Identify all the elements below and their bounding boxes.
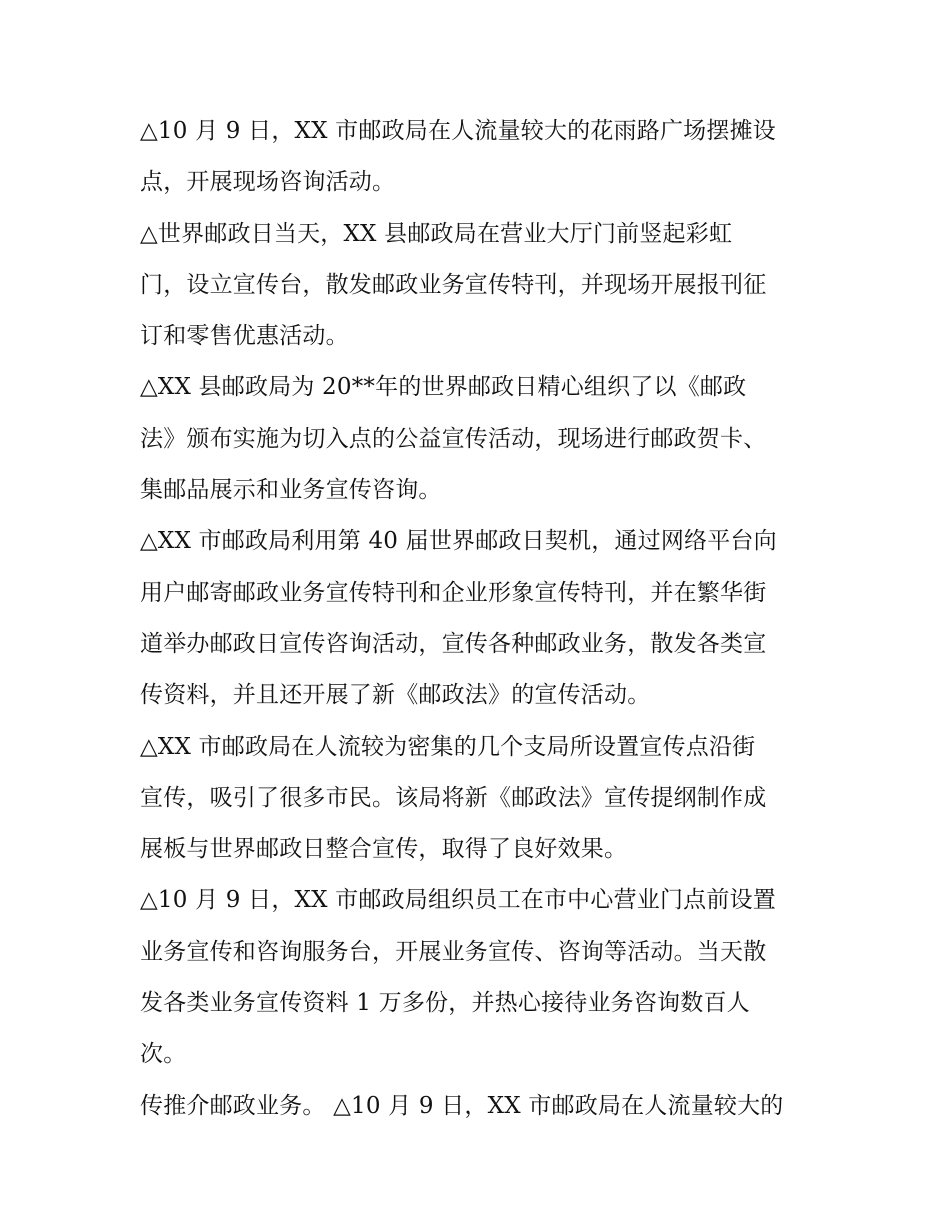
- document-body: [140, 106, 820, 1132]
- text-line: △XX 市邮政局在人流较为密集的几个支局所设置宣传点沿街: [140, 733, 756, 760]
- text-line: △10 月 9 日，XX 市邮政局在人流量较大的花雨路广场摆摊设: [140, 118, 776, 144]
- text-line: 宣传，吸引了很多市民。该局将新《邮政法》宣传提纲制作成: [140, 784, 767, 811]
- text-line: 发各类业务宣传资料 1 万多份，并热心接待业务咨询数百人: [140, 990, 750, 1017]
- text-line: 展板与世界邮政日整合宣传，取得了良好效果。: [140, 836, 628, 863]
- text-line: △世界邮政日当天，XX 县邮政局在营业大厅门前竖起彩虹: [140, 220, 733, 247]
- text-line: 传推介邮政业务。 △10 月 9 日，XX 市邮政局在人流量较大的: [140, 1092, 784, 1119]
- text-line: △XX 县邮政局为 20**年的世界邮政日精心组织了以《邮政: [140, 374, 747, 401]
- text-line: 用户邮寄邮政业务宣传特刊和企业形象宣传特刊，并在繁华街: [140, 579, 767, 606]
- text-line: △XX 市邮政局利用第 40 届世界邮政日契机，通过网络平台向: [140, 528, 777, 555]
- text-line: 传资料，并且还开展了新《邮政法》的宣传活动。: [140, 682, 651, 709]
- text-line: 订和零售优惠活动。: [140, 323, 349, 350]
- text-line: 门，设立宣传台，散发邮政业务宣传特刊，并现场开展报刊征: [140, 271, 767, 298]
- text-line: 业务宣传和咨询服务台，开展业务宣传、咨询等活动。当天散: [140, 938, 767, 965]
- text-line: 集邮品展示和业务宣传咨询。: [140, 477, 442, 504]
- text-line: 法》颁布实施为切入点的公益宣传活动，现场进行邮政贺卡、: [140, 425, 767, 452]
- text-line: 点，开展现场咨询活动。: [140, 169, 396, 196]
- text-line: 道举办邮政日宣传咨询活动，宣传各种邮政业务，散发各类宣: [140, 630, 767, 657]
- text-line: △10 月 9 日，XX 市邮政局组织员工在市中心营业门点前设置: [140, 887, 776, 914]
- text-line: 次。: [140, 1041, 187, 1068]
